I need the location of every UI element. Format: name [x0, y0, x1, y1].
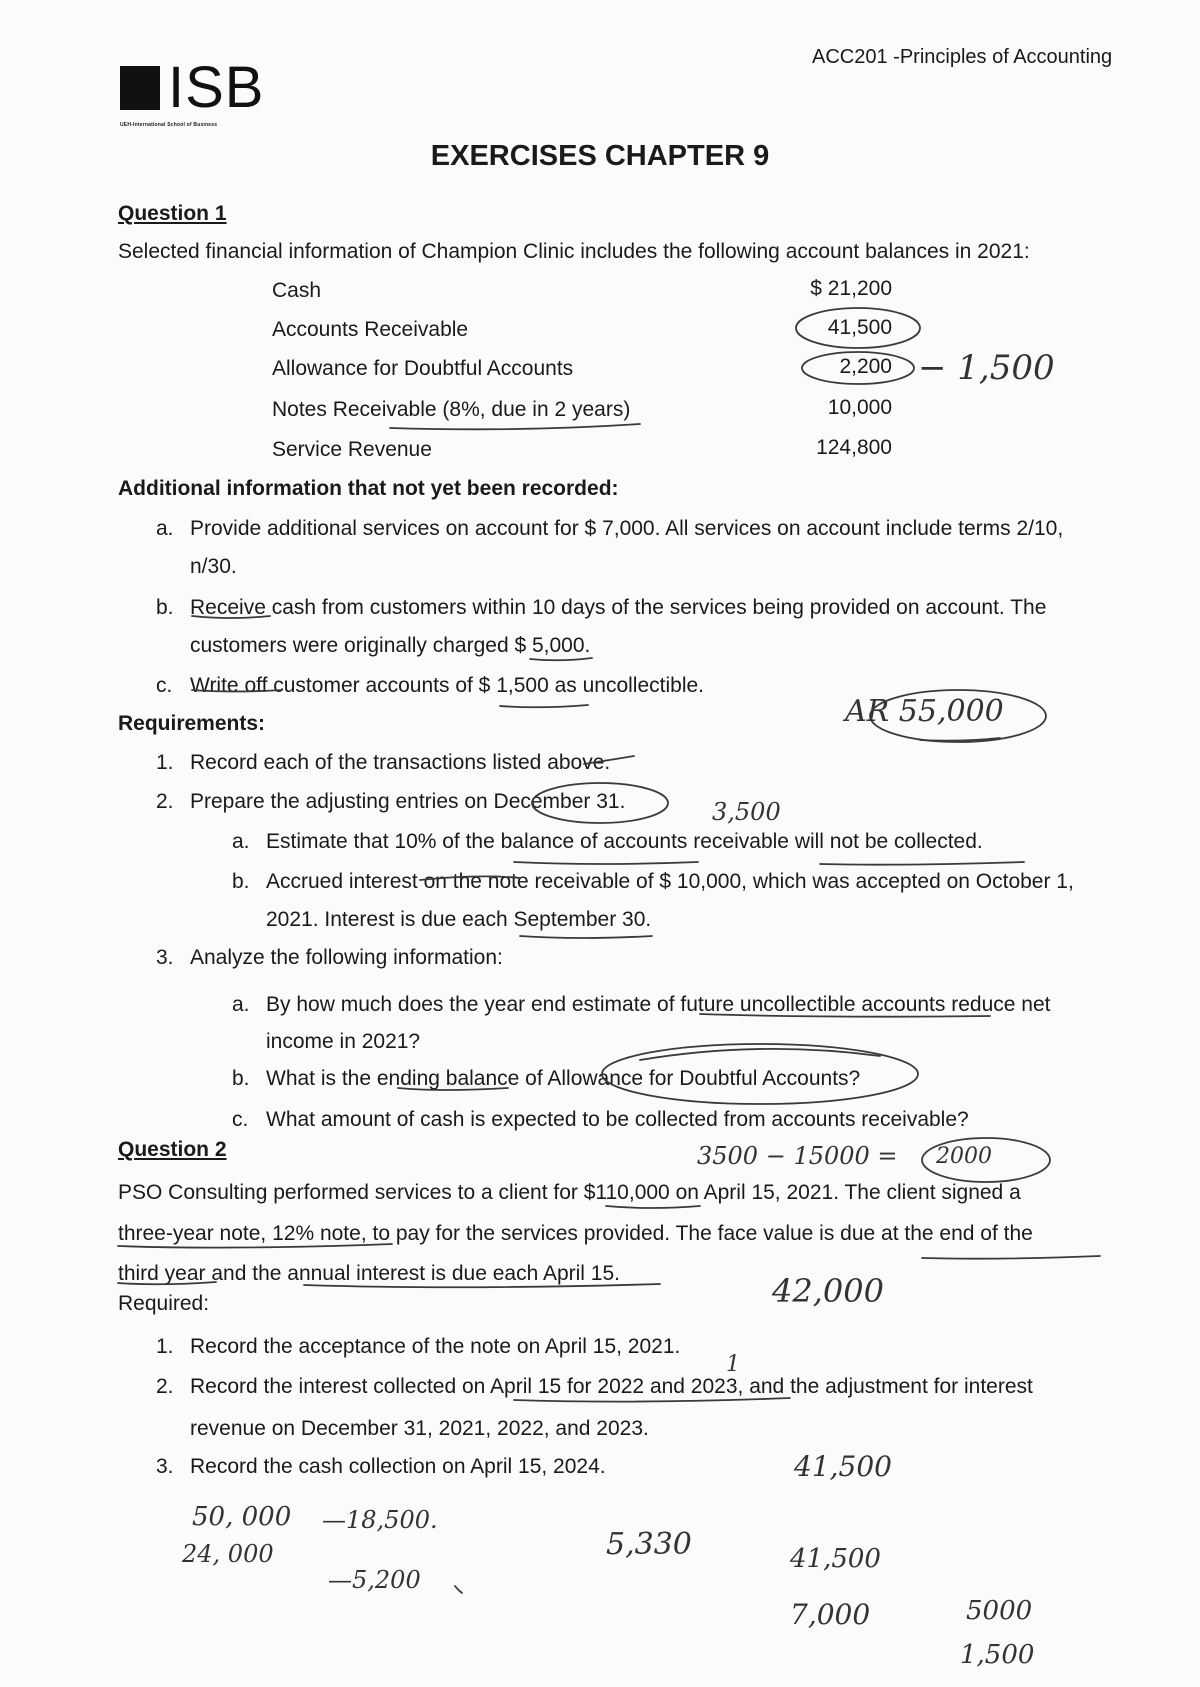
- circle-2000: [922, 1138, 1050, 1182]
- item-marker: b.: [156, 596, 174, 619]
- item-marker: 2.: [156, 790, 174, 813]
- underline-110000: [606, 1206, 700, 1208]
- item-marker: 3.: [156, 946, 174, 969]
- item-text-continued: revenue on December 31, 2021, 2022, and 2023.: [190, 1417, 649, 1440]
- handwritten-note: —5,200: [328, 1566, 421, 1594]
- required-heading: Required:: [118, 1292, 210, 1315]
- circle-allowance: [802, 352, 914, 384]
- handwritten-note: − 1,500: [918, 348, 1055, 388]
- question-1-intro: Selected financial information of Champion Clinic includes the following account balances in 2021:: [118, 240, 1030, 263]
- item-text: Prepare the adjusting entries on December 31.: [190, 790, 626, 813]
- underline-september-30: [520, 936, 652, 938]
- item-text: Provide additional services on account for $ 7,000. All services on account include terms 2/10,: [190, 517, 1064, 540]
- item-text: Write off customer accounts of $ 1,500 as uncollectible.: [190, 674, 704, 697]
- item-marker: a.: [232, 830, 250, 853]
- item-text-continued: income in 2021?: [266, 1030, 421, 1053]
- underline-not-collected: [820, 862, 1024, 865]
- underline-notes-receivable: [390, 424, 640, 429]
- handwritten-note: 50, 000: [192, 1502, 292, 1532]
- question-1-heading: Question 1: [118, 202, 227, 225]
- item-text: By how much does the year end estimate of future uncollectible accounts reduce net: [266, 993, 1051, 1016]
- item-marker: b.: [232, 870, 250, 893]
- account-name: Accounts Receivable: [272, 318, 469, 341]
- logo-text: ISB: [168, 55, 265, 120]
- course-title: ACC201 -Principles of Accounting: [812, 46, 1113, 68]
- account-amount: 124,800: [816, 436, 892, 459]
- handwritten-note: 41,500: [794, 1450, 892, 1483]
- underline-third-year: [118, 1282, 216, 1284]
- account-name: Notes Receivable (8%, due in 2 years): [272, 398, 631, 421]
- handwritten-note: 5000: [966, 1596, 1033, 1626]
- logo-subtitle: UEH-International School of Business: [120, 122, 218, 128]
- question-2-text: three-year note, 12% note, to pay for the services provided. The face value is due at the end of the: [118, 1222, 1033, 1245]
- arc-over-allowance: [640, 1049, 880, 1060]
- underline-1500: [500, 705, 588, 707]
- handwritten-note: AR 55,000: [845, 694, 1004, 729]
- question-2-text: PSO Consulting performed services to a client for $110,000 on April 15, 2021. The client signed a: [118, 1181, 1021, 1204]
- account-amount: 2,200: [839, 355, 892, 378]
- item-text-continued: customers were originally charged $ 5,000.: [190, 634, 591, 657]
- item-marker: b.: [232, 1067, 250, 1090]
- handwritten-note: 1: [726, 1352, 740, 1377]
- handwritten-note: 7,000: [790, 1598, 871, 1631]
- underline-receive: [192, 616, 270, 618]
- handwritten-note: 3,500: [712, 798, 781, 826]
- item-marker: 3.: [156, 1455, 174, 1478]
- item-text: Record the cash collection on April 15, 2024.: [190, 1455, 606, 1478]
- item-marker: 1.: [156, 751, 174, 774]
- question-2-text: third year and the annual interest is due each April 15.: [118, 1262, 620, 1285]
- handwritten-note: 24, 000: [182, 1540, 274, 1568]
- item-text: Estimate that 10% of the balance of accounts receivable will not be collected.: [266, 830, 983, 853]
- underline-three-year-note: [118, 1244, 392, 1248]
- underline-end-of-third: [922, 1256, 1100, 1259]
- handwritten-note: 3500 − 15000 =: [697, 1142, 898, 1170]
- item-text: Receive cash from customers within 10 days of the services being provided on account. The: [190, 596, 1047, 619]
- item-marker: c.: [232, 1108, 249, 1131]
- handwritten-note: 1,500: [960, 1640, 1035, 1670]
- item-text: Record the interest collected on April 15 for 2022 and 2023, and the adjustment for interest: [190, 1375, 1033, 1398]
- requirements-heading: Requirements:: [118, 712, 266, 735]
- item-text: Analyze the following information:: [190, 946, 503, 969]
- item-marker: 2.: [156, 1375, 174, 1398]
- additional-info-heading: Additional information that not yet been recorded:: [118, 477, 619, 500]
- item-text: Record each of the transactions listed above.: [190, 751, 611, 774]
- circle-accounts-receivable: [796, 308, 920, 348]
- handwritten-note: —18,500.: [322, 1506, 438, 1534]
- underline-2022-2023: [514, 1398, 790, 1402]
- account-name: Service Revenue: [272, 438, 432, 461]
- item-marker: 1.: [156, 1335, 174, 1358]
- item-marker: a.: [232, 993, 250, 1016]
- question-2-heading: Question 2: [118, 1138, 227, 1161]
- item-text-continued: n/30.: [190, 555, 237, 578]
- account-name: Allowance for Doubtful Accounts: [272, 357, 574, 380]
- underline-annual-interest: [304, 1284, 660, 1287]
- item-text: Record the acceptance of the note on April 15, 2021.: [190, 1335, 681, 1358]
- account-amount: $ 21,200: [810, 277, 892, 300]
- item-text: Accrued interest on the note receivable of $ 10,000, which was accepted on October 1,: [266, 870, 1074, 893]
- handwritten-note: 42,000: [772, 1272, 884, 1310]
- account-amount: 10,000: [827, 396, 892, 419]
- underline-write-off: [192, 690, 282, 692]
- circle-december-31: [532, 783, 668, 823]
- underline-ending-balance: [398, 1088, 508, 1090]
- circle-ar-55000: [870, 690, 1046, 742]
- item-text: What is the ending balance of Allowance for Doubtful Accounts?: [266, 1067, 861, 1090]
- item-text-continued: 2021. Interest is due each September 30.: [266, 908, 652, 931]
- scribble-interest-note: [420, 876, 520, 880]
- item-marker: c.: [156, 674, 173, 697]
- underline-above: [584, 756, 634, 764]
- underline-balance-ar: [514, 862, 698, 864]
- handwritten-note: 5,330: [606, 1527, 692, 1562]
- account-amount: 41,500: [827, 316, 892, 339]
- account-name: Cash: [272, 279, 322, 302]
- underline-future-uncollectible: [700, 1014, 990, 1017]
- item-text: What amount of cash is expected to be collected from accounts receivable?: [266, 1108, 969, 1131]
- page-title: EXERCISES CHAPTER 9: [430, 140, 770, 172]
- item-marker: a.: [156, 517, 174, 540]
- circle-allowance-doubtful: [602, 1044, 918, 1104]
- stray-pen-mark: [455, 1586, 462, 1593]
- underline-5000: [530, 658, 592, 660]
- handwritten-note: 2000: [936, 1144, 992, 1169]
- handwritten-note: 41,500: [790, 1544, 881, 1574]
